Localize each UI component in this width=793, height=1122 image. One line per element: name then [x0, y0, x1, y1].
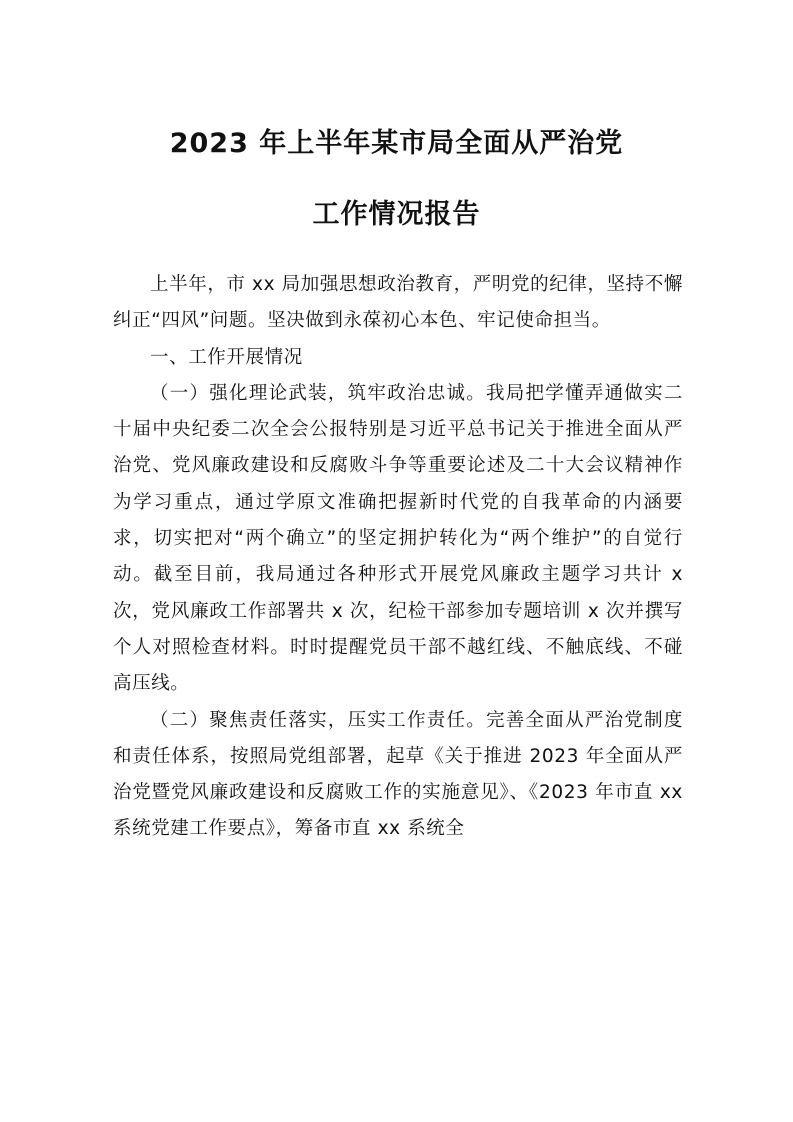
document-title-line-2: 工作情况报告: [312, 199, 481, 230]
section-heading-work-progress: 一、工作开展情况: [150, 346, 303, 368]
paragraph-responsibility: （二）聚焦责任落实，压实工作责任。完善全面从严治党制度和责任体系，按照局党组部署，起草《关于推进 2023 年全面从严治党暨党风廉政建设和反腐败工作的实施意见》、《2023 年市直 xx 系统党建工作要点》，筹备市直 xx 系统全: [113, 709, 683, 840]
document-body: [113, 267, 683, 848]
paragraph-intro: 上半年，市 xx 局加强思想政治教育，严明党的纪律，坚持不懈纠正“四风”问题。坚决做到永葆初心本色、牢记使命担当。: [113, 274, 683, 332]
document-title-line-1: 2023 年上半年某市局全面从严治党: [169, 128, 624, 159]
paragraph-theory-study: （一）强化理论武装，筑牢政治忠诚。我局把学懂弄通做实二十届中央纪委二次全会公报特别是习近平总书记关于推进全面从严治党、党风廉政建设和反腐败斗争等重要论述及二十大会议精神作为学习重点，通过学原文准确把握新时代党的自我革命的内涵要求，切实把对“两个确立”的坚定拥护转化为“两个维护”的自觉行动。截至目前，我局通过各种形式开展党风廉政主题学习共计 x 次，党风廉政工作部署共 x 次，纪检干部参加专题培训 x 次并撰写个人对照检查材料。时时提醒党员干部不越红线、不触底线、不碰高压线。: [113, 382, 683, 695]
